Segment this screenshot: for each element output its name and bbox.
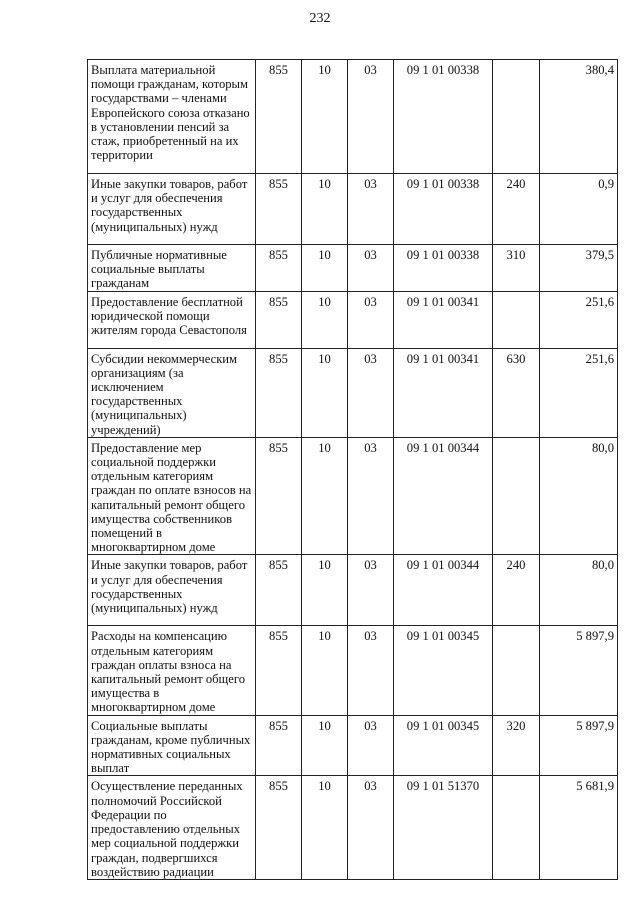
amount-cell: 251,6 [540, 291, 618, 348]
subsection-code-cell: 03 [348, 555, 394, 626]
subsection-code-cell: 03 [348, 174, 394, 245]
expense-name-cell: Предоставление мер социальной поддержки отдельным категориям граждан по оплате взносов на капитальный ремонт общего имущества собственников помещений в многоквартирном доме [88, 437, 256, 555]
expense-type-cell [493, 291, 540, 348]
budget-table [87, 59, 618, 880]
expense-type-cell: 310 [493, 245, 540, 292]
expense-type-cell: 630 [493, 348, 540, 437]
ministry-code-cell: 855 [256, 437, 302, 555]
subsection-code-cell: 03 [348, 437, 394, 555]
ministry-code-cell: 855 [256, 348, 302, 437]
table-row [88, 291, 618, 348]
section-code-cell: 10 [302, 60, 348, 174]
amount-cell: 5 897,9 [540, 626, 618, 715]
expense-type-cell [493, 776, 540, 879]
ministry-code-cell: 855 [256, 174, 302, 245]
table-row [88, 245, 618, 292]
expense-name-cell: Осуществление переданных полномочий Российской Федерации по предоставлению отдельных мер социальной поддержки граждан, подвергшихся воздействию радиации [88, 776, 256, 879]
target-article-cell: 09 1 01 00341 [394, 348, 493, 437]
table-row [88, 348, 618, 437]
table-row [88, 174, 618, 245]
ministry-code-cell: 855 [256, 555, 302, 626]
expense-type-cell [493, 60, 540, 174]
section-code-cell: 10 [302, 348, 348, 437]
amount-cell: 80,0 [540, 555, 618, 626]
expense-type-cell [493, 626, 540, 715]
table-row [88, 776, 618, 879]
table-row [88, 626, 618, 715]
subsection-code-cell: 03 [348, 245, 394, 292]
budget-table-body [88, 60, 618, 880]
section-code-cell: 10 [302, 174, 348, 245]
target-article-cell: 09 1 01 00344 [394, 555, 493, 626]
ministry-code-cell: 855 [256, 291, 302, 348]
page-number: 232 [309, 11, 331, 26]
target-article-cell: 09 1 01 00344 [394, 437, 493, 555]
table-row [88, 555, 618, 626]
target-article-cell: 09 1 01 51370 [394, 776, 493, 879]
expense-type-cell: 320 [493, 715, 540, 776]
expense-name-cell: Субсидии некоммерческим организациям (за исключением государственных (муниципальных) учреждений) [88, 348, 256, 437]
target-article-cell: 09 1 01 00345 [394, 715, 493, 776]
section-code-cell: 10 [302, 245, 348, 292]
amount-cell: 80,0 [540, 437, 618, 555]
expense-type-cell: 240 [493, 174, 540, 245]
section-code-cell: 10 [302, 555, 348, 626]
expense-type-cell: 240 [493, 555, 540, 626]
subsection-code-cell: 03 [348, 715, 394, 776]
subsection-code-cell: 03 [348, 291, 394, 348]
section-code-cell: 10 [302, 626, 348, 715]
ministry-code-cell: 855 [256, 626, 302, 715]
expense-name-cell: Социальные выплаты гражданам, кроме публичных нормативных социальных выплат [88, 715, 256, 776]
target-article-cell: 09 1 01 00345 [394, 626, 493, 715]
expense-name-cell: Иные закупки товаров, работ и услуг для обеспечения государственных (муниципальных) нужд [88, 174, 256, 245]
amount-cell: 379,5 [540, 245, 618, 292]
target-article-cell: 09 1 01 00338 [394, 245, 493, 292]
section-code-cell: 10 [302, 776, 348, 879]
table-row [88, 437, 618, 555]
section-code-cell: 10 [302, 715, 348, 776]
expense-name-cell: Публичные нормативные социальные выплаты гражданам [88, 245, 256, 292]
subsection-code-cell: 03 [348, 60, 394, 174]
ministry-code-cell: 855 [256, 245, 302, 292]
amount-cell: 251,6 [540, 348, 618, 437]
amount-cell: 5 681,9 [540, 776, 618, 879]
section-code-cell: 10 [302, 291, 348, 348]
target-article-cell: 09 1 01 00341 [394, 291, 493, 348]
table-row [88, 60, 618, 174]
table-row [88, 715, 618, 776]
subsection-code-cell: 03 [348, 776, 394, 879]
amount-cell: 0,9 [540, 174, 618, 245]
ministry-code-cell: 855 [256, 776, 302, 879]
subsection-code-cell: 03 [348, 348, 394, 437]
target-article-cell: 09 1 01 00338 [394, 174, 493, 245]
expense-type-cell [493, 437, 540, 555]
section-code-cell: 10 [302, 437, 348, 555]
amount-cell: 5 897,9 [540, 715, 618, 776]
amount-cell: 380,4 [540, 60, 618, 174]
ministry-code-cell: 855 [256, 715, 302, 776]
target-article-cell: 09 1 01 00338 [394, 60, 493, 174]
expense-name-cell: Выплата материальной помощи гражданам, которым государствами – членами Европейского союза отказано в установлении пенсий за стаж, приобретенный на их территории [88, 60, 256, 174]
expense-name-cell: Предоставление бесплатной юридической помощи жителям города Севастополя [88, 291, 256, 348]
ministry-code-cell: 855 [256, 60, 302, 174]
expense-name-cell: Иные закупки товаров, работ и услуг для обеспечения государственных (муниципальных) нужд [88, 555, 256, 626]
subsection-code-cell: 03 [348, 626, 394, 715]
expense-name-cell: Расходы на компенсацию отдельным категориям граждан оплаты взноса на капитальный ремонт общего имущества в многоквартирном доме [88, 626, 256, 715]
